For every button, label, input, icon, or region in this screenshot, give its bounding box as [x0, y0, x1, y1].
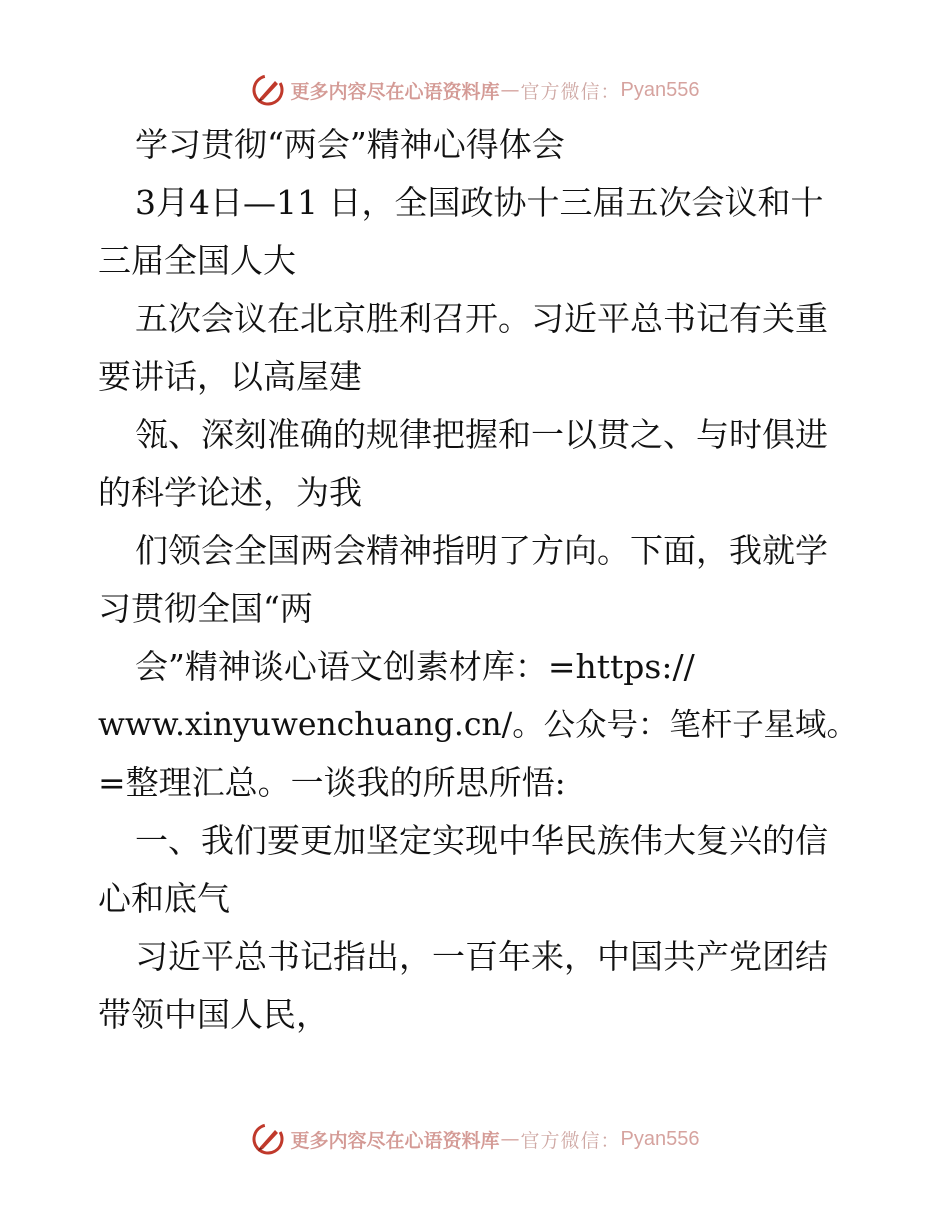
banner-dash: —	[500, 1128, 520, 1150]
text-line: 3月4日—11 日，全国政协十三届五次会议和十	[135, 183, 824, 222]
text-line: 的科学论述，为我	[98, 473, 362, 512]
banner-main-text: 更多内容尽在心语资料库	[290, 1129, 500, 1152]
text-line: 三届全国人大	[98, 241, 296, 280]
text-line: 五次会议在北京胜利召开。习近平总书记有关重	[135, 299, 828, 338]
text-line: www.xinyuwenchuang.cn/。公众号：笔杆子星域。	[98, 707, 858, 743]
text-line: 一、我们要更加坚定实现中华民族伟大复兴的信	[135, 821, 828, 860]
quill-pen-logo-icon	[251, 73, 285, 107]
text-line: 带领中国人民，	[98, 995, 329, 1034]
text-line: 心和底气	[98, 879, 230, 918]
quill-pen-logo-icon	[251, 1122, 285, 1156]
text-line: =整理汇总。一谈我的所思所悟:	[98, 763, 566, 802]
text-line: 学习贯彻“两会”精神心得体会	[135, 125, 565, 164]
header-banner	[0, 70, 950, 110]
text-line: 要讲话，以高屋建	[98, 357, 362, 396]
banner-wechat-id: Pyan556	[620, 1127, 700, 1150]
banner-main-text: 更多内容尽在心语资料库	[290, 80, 500, 103]
footer-banner	[0, 1119, 950, 1159]
document-body	[98, 116, 858, 1044]
text-line: 会”精神谈心语文创素材库：=https://	[135, 647, 695, 686]
text-line: 习近平总书记指出，一百年来，中国共产党团结	[135, 937, 828, 976]
banner-dash: —	[500, 79, 520, 101]
text-line: 们领会全国两会精神指明了方向。下面，我就学	[135, 531, 828, 570]
banner-wechat-id: Pyan556	[620, 78, 700, 101]
text-line: 瓴、深刻准确的规律把握和一以贯之、与时俱进	[135, 415, 828, 454]
banner-official-label: 官方微信：	[520, 80, 621, 103]
text-line: 习贯彻全国“两	[98, 589, 313, 628]
banner-official-label: 官方微信：	[520, 1129, 621, 1152]
